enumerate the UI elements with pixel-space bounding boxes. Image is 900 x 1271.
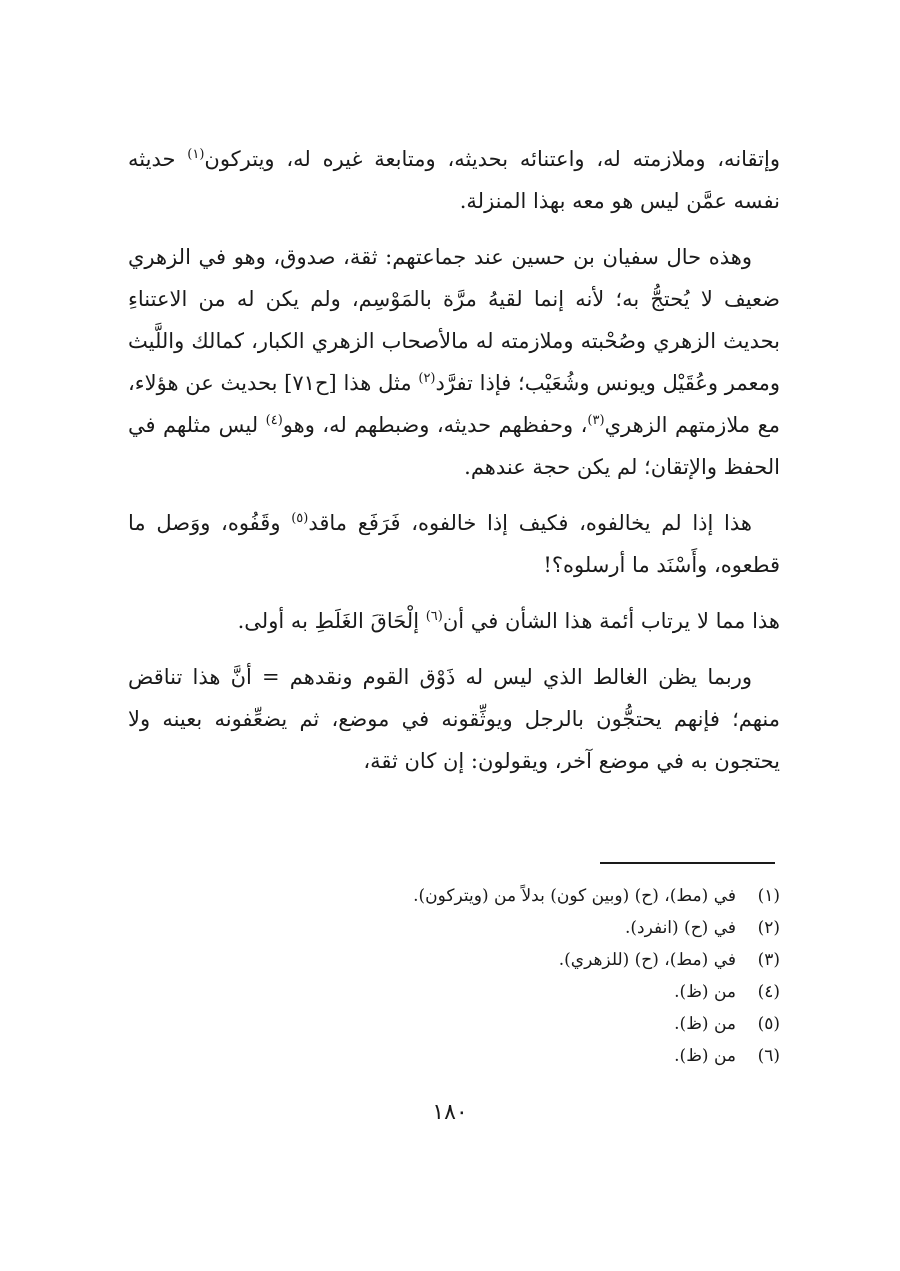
footnote-text: في (مط)، (ح) (للزهري). <box>558 950 736 970</box>
footnote-marker: (٦) <box>425 609 443 624</box>
text-run: وربما يظن الغالط الذي ليس له ذَوْق القوم ونقدهم = أنَّ هذا تناقض منهم؛ فإنهم يحتجُّون بالرجل ويوثِّقونه في موضع، ثم يضعِّفونه بعينه ولا يحتجون به في موضع آخر، ويقولون: إن كان ثقة، <box>128 665 780 773</box>
paragraph <box>128 138 780 222</box>
paragraph <box>128 236 780 488</box>
footnote <box>180 976 780 1008</box>
footnote <box>180 1040 780 1072</box>
footnote-marker: (١) <box>187 147 205 162</box>
text-run: مثل هذا [ح٧١] بحديث عن هؤلاء، مع ملازمتهم الزهري <box>128 371 780 437</box>
footnote <box>180 1008 780 1040</box>
footnote-number: (٦) <box>757 1046 780 1066</box>
footnote-number: (٢) <box>757 918 780 938</box>
footnote-text: في (مط)، (ح) (وبين كون) بدلاً من (ويتركون). <box>413 886 736 906</box>
footnote <box>180 880 780 912</box>
footnote-number: (١) <box>757 886 780 906</box>
footnote-marker: (٢) <box>418 371 436 386</box>
footnote-text: من (ظ). <box>674 982 736 1002</box>
footnote-marker: (٥) <box>291 511 309 526</box>
footnote <box>180 912 780 944</box>
text-run: حديثه نفسه عمَّن ليس هو معه بهذا المنزلة. <box>128 147 780 213</box>
footnotes-list <box>180 880 780 1072</box>
text-run: وإتقانه، وملازمته له، واعتنائه بحديثه، ومتابعة غيره له، ويتركون <box>204 147 781 171</box>
footnote-number: (٤) <box>757 982 780 1002</box>
text-run: هذا إذا لم يخالفوه، فكيف إذا خالفوه، فَرَفَع ماقد <box>308 511 752 535</box>
paragraph <box>128 600 780 642</box>
footnote <box>180 944 780 976</box>
text-run: إلْحَاقَ الغَلَطِ به أولى. <box>237 609 426 633</box>
footnote-text: في (ح) (انفرد). <box>624 918 736 938</box>
paragraph <box>128 502 780 586</box>
footnote-marker: (٣) <box>587 413 605 428</box>
page-number: ١٨٠ <box>432 1100 468 1125</box>
footnote-separator <box>600 862 775 864</box>
main-text <box>128 138 780 796</box>
footnote-text: من (ظ). <box>674 1046 736 1066</box>
footnote-marker: (٤) <box>265 413 283 428</box>
footnote-number: (٣) <box>757 950 780 970</box>
text-run: ، وحفظهم حديثه، وضبطهم له، وهو <box>282 413 588 437</box>
text-run: وقَفُوه، ووَصل ما قطعوه، وأَسْنَد ما أرسلوه؟! <box>128 511 780 577</box>
text-run: ليس مثلهم في الحفظ والإتقان؛ لم يكن حجة عندهم. <box>128 413 780 479</box>
footnote-number: (٥) <box>757 1014 780 1034</box>
text-run: هذا مما لا يرتاب أئمة هذا الشأن في أن <box>442 609 780 633</box>
footnote-text: من (ظ). <box>674 1014 736 1034</box>
paragraph <box>128 656 780 782</box>
text-run: وهذه حال سفيان بن حسين عند جماعتهم: ثقة، صدوق، وهو في الزهري ضعيف لا يُحتجُّ به؛ لأنه إنما لقيهُ مرَّة بالمَوْسِم، ولم يكن له من الاعتناءِ بحديث الزهري وصُحْبته وملازمته له مالأصحاب الزهري الكبار، كمالك واللَّيث ومعمر وعُقَيْل ويونس وشُعَيْب؛ فإذا تفرَّد <box>128 245 780 395</box>
